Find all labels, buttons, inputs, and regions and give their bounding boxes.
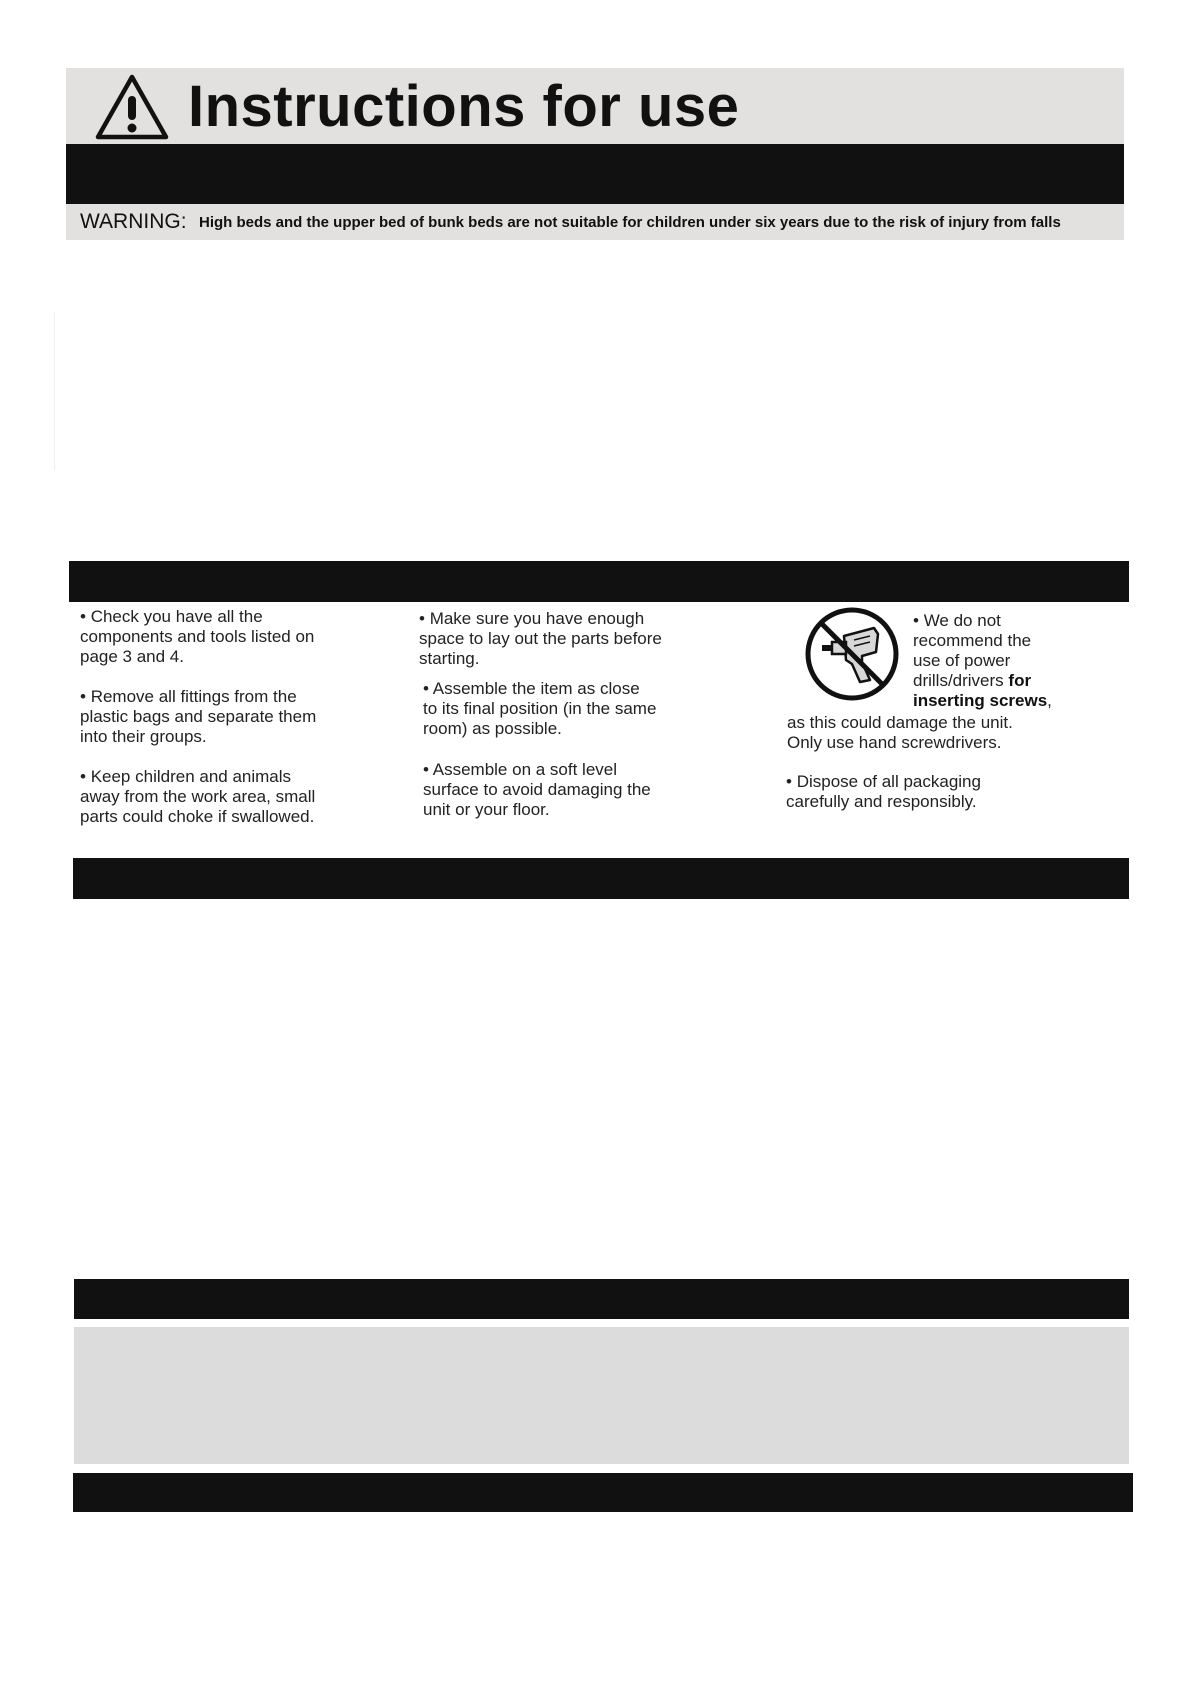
warning-triangle-icon [94, 72, 170, 142]
tip-no-power-drills: • We do not recommend the use of power drills/drivers for inserting screws, [913, 611, 1052, 710]
tip-assemble-close: • Assemble the item as close to its final position (in the same room) as possible. [423, 679, 657, 738]
section-bar-before-start [69, 561, 1129, 602]
divider [54, 312, 55, 470]
header-black-bar [66, 144, 1124, 204]
warning-text: High beds and the upper bed of bunk beds are not suitable for children under six years due to the risk of injury from falls [199, 214, 1061, 231]
grey-info-box [74, 1327, 1129, 1464]
page-title: Instructions for use [188, 74, 740, 139]
no-power-drill-icon [804, 606, 900, 702]
section-bar-5 [73, 1473, 1133, 1512]
tip-enough-space: • Make sure you have enough space to lay out the parts before starting. [419, 609, 662, 668]
warning-label: WARNING: [80, 210, 187, 233]
tip-remove-fittings: • Remove all fittings from the plastic bags and separate them into their groups. [80, 687, 317, 746]
section-bar-3 [73, 858, 1129, 899]
tip-dispose-packaging: • Dispose of all packaging carefully and responsibly. [786, 772, 981, 811]
tip-keep-children-away: • Keep children and animals away from the work area, small parts could choke if swallowed. [80, 767, 316, 826]
section-bar-4 [74, 1279, 1129, 1319]
tip-check-components: • Check you have all the components and tools listed on page 3 and 4. [80, 607, 315, 666]
tip-no-power-drills-continued: as this could damage the unit. Only use hand screwdrivers. [787, 713, 1013, 752]
tip-soft-surface: • Assemble on a soft level surface to avoid damaging the unit or your floor. [423, 760, 651, 819]
